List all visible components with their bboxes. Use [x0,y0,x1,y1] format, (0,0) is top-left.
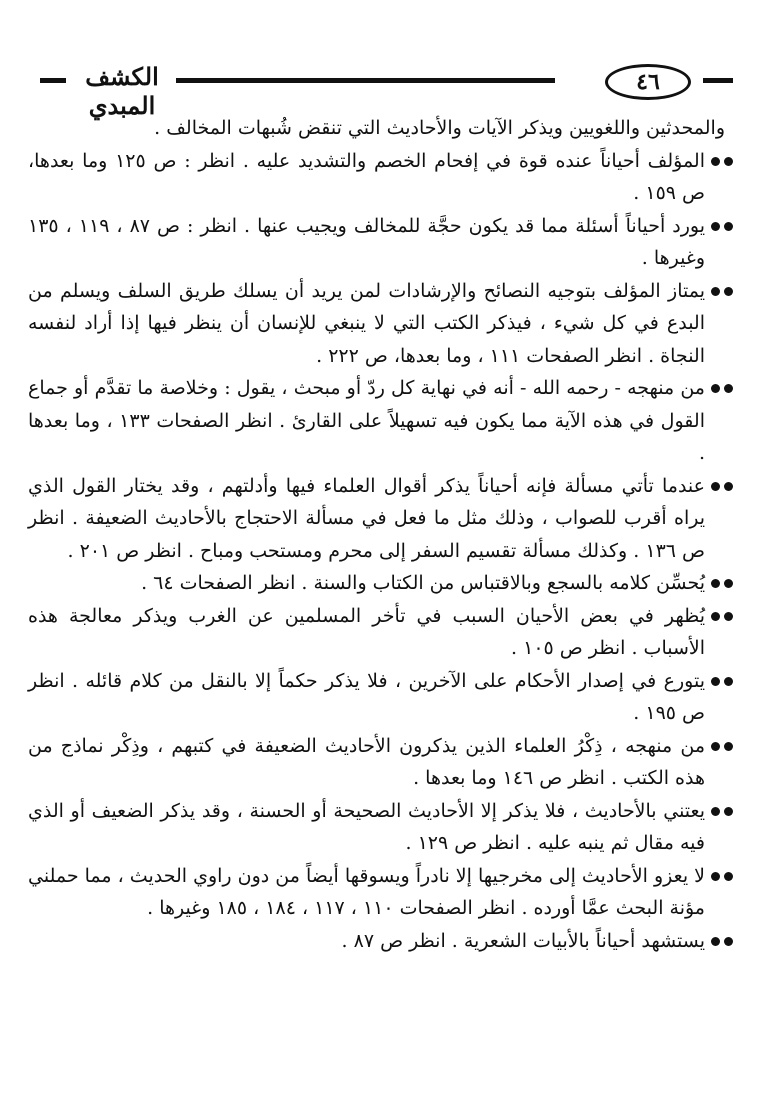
list-item-text: من منهجه ، ذِكْرُ العلماء الذين يذكرون الأحاديث الضعيفة في كتبهم ، وذِكْر نماذج من هذه الكتب . انظر ص ١٤٦ وما بعدها . [28,734,705,789]
list-item-text: يتورع في إصدار الأحكام على الآخرين ، فلا يذكر حكماً إلا بالنقل من كلام قائله . انظر ص ١٩٥ . [28,669,705,724]
double-bullet-icon [711,157,733,167]
list-item [28,470,733,568]
double-bullet-icon [711,287,733,297]
list-item [28,730,733,795]
list-item [28,795,733,860]
list-item-text: يعتني بالأحاديث ، فلا يذكر إلا الأحاديث الصحيحة أو الحسنة ، وقد يذكر الضعيف أو الذي فيه مقال ثم ينبه عليه . انظر ص ١٢٩ . [28,799,705,854]
list-item [28,665,733,730]
list-item-text: يُحسِّن كلامه بالسجع وبالاقتباس من الكتاب والسنة . انظر الصفحات ٦٤ . [141,572,705,594]
header-rule-end-segment [703,78,733,83]
double-bullet-icon [711,872,733,882]
list-item-text: يُظهر في بعض الأحيان السبب في تأخر المسلمين عن الغرب ويذكر معالجة هذه الأسباب . انظر ص ١٠٥ . [28,604,705,659]
double-bullet-icon [711,222,733,232]
double-bullet-icon [711,742,733,752]
page-body [28,112,733,957]
list-item-text: المؤلف أحياناً عنده قوة في إفحام الخصم والتشديد عليه . انظر : ص ١٢٥ وما بعدها، ص ١٥٩ . [28,149,705,204]
list-item-text: عندما تأتي مسألة فإنه أحياناً يذكر أقوال العلماء فيها وأدلتهم ، وقد يختار القول الذي يراه أقرب للصواب ، وذلك مثل ما فعل في مسألة الاحتجاج بالأحاديث الضعيفة . انظر ص ١٣٦ . وكذلك مسألة تقسيم السفر إلى محرم ومستحب ومباح . انظر ص ٢٠١ . [28,474,705,562]
list-item-text: يستشهد أحياناً بالأبيات الشعرية . انظر ص ٨٧ . [341,929,705,952]
book-title: الكشف المبدي [68,62,176,120]
list-item-text: من منهجه - رحمه الله - أنه في نهاية كل ردّ أو مبحث ، يقول : وخلاصة ما تقدَّم أو جماع القول في هذه الآية مما يكون فيه تسهيلاً على القارئ . انظر الصفحات ١٣٣ ، وما بعدها . [28,377,705,464]
list-item [28,567,733,600]
list-item [28,210,733,275]
double-bullet-icon [711,937,733,947]
page-header [28,62,733,120]
double-bullet-icon [711,612,733,622]
list-item [28,145,733,210]
list-item-text: لا يعزو الأحاديث إلى مخرجيها إلا نادراً ويسوقها أيضاً من دون راوي الحديث ، مما حملني مؤنة البحث عمَّا أورده . انظر الصفحات ١١٠ ، ١١٧ ، ١٨٤ ، ١٨٥ وغيرها . [28,864,705,919]
list-item [28,925,733,958]
list-item [28,600,733,665]
list-item [28,372,733,470]
intro-paragraph: والمحدثين واللغويين ويذكر الآيات والأحاديث التي تنقض شُبهات المخالف . [154,117,725,139]
list-item-text: يورد أحياناً أسئلة مما قد يكون حجَّة للمخالف ويجيب عنها . انظر : ص ٨٧ ، ١١٩ ، ١٣٥ وغيرها . [28,214,705,269]
list-item [28,275,733,373]
double-bullet-icon [711,807,733,817]
header-rule-right-segment [40,78,66,83]
list-item [28,860,733,925]
page-number: ٤٦ [605,64,691,100]
list-item-text: يمتاز المؤلف بتوجيه النصائح والإرشادات لمن يريد أن يسلك طريق السلف ويسلم من البدع في كل شيء ، فيذكر الكتب التي لا ينبغي للإنسان أن ينظر فيها إذا أراد لنفسه النجاة . انظر الصفحات ١١١ ، وما بعدها، ص ٢٢٢ . [28,279,705,367]
header-rule [128,78,555,83]
double-bullet-icon [711,677,733,687]
double-bullet-icon [711,384,733,394]
double-bullet-icon [711,482,733,492]
double-bullet-icon [711,579,733,589]
